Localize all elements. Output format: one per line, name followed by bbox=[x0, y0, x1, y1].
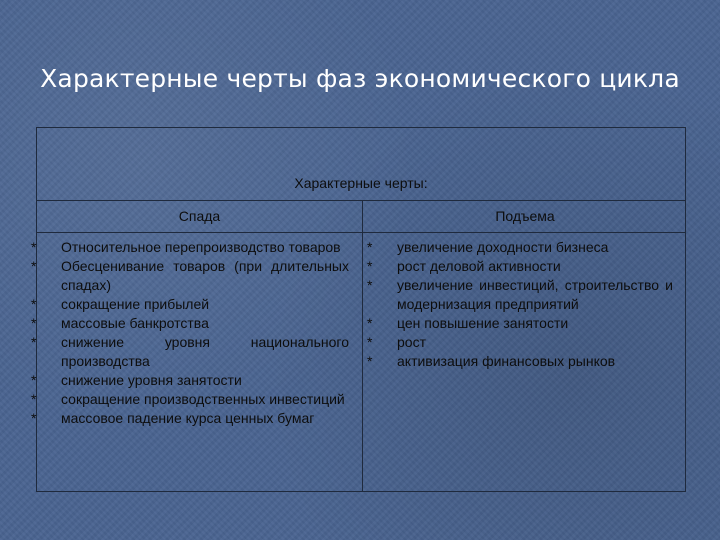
list-item: * сокращение прибылей bbox=[31, 296, 210, 312]
characteristics-table bbox=[31, 127, 686, 492]
bullet: * bbox=[31, 391, 37, 407]
bullet: * bbox=[367, 315, 373, 331]
list-item: * массовые банкротства bbox=[31, 315, 209, 331]
bullet: * bbox=[31, 334, 37, 350]
table-divider-columns bbox=[37, 232, 685, 233]
table-header: Характерные черты: bbox=[294, 175, 428, 191]
bullet: * bbox=[31, 239, 37, 255]
list-item: * Относительное перепроизводство товаров bbox=[31, 239, 341, 255]
bullet: * bbox=[367, 334, 373, 350]
list-item: * активизация финансовых рынков bbox=[367, 353, 616, 369]
bullet: * bbox=[367, 353, 373, 369]
column-header-decline: Спада bbox=[178, 208, 221, 224]
bullet: * bbox=[31, 258, 37, 274]
list-item: * сокращение производственных инвестиций bbox=[31, 391, 345, 407]
bullet: * bbox=[31, 315, 37, 331]
bullet: * bbox=[367, 277, 373, 293]
growth-list bbox=[367, 238, 673, 371]
bullet: * bbox=[31, 410, 37, 426]
list-item: * цен повышение занятости bbox=[367, 315, 569, 331]
list-item: * Обесценивание товаров (при длительных спадах) bbox=[31, 258, 349, 293]
bullet: * bbox=[31, 372, 37, 388]
list-item: * рост деловой активности bbox=[367, 258, 561, 274]
list-item: * рост bbox=[367, 334, 426, 350]
list-item: * снижение уровня национального производства bbox=[31, 334, 349, 369]
bullet: * bbox=[31, 296, 37, 312]
bullet: * bbox=[367, 239, 373, 255]
table-divider-header bbox=[37, 200, 685, 201]
table-column-divider bbox=[362, 200, 363, 492]
list-item: * массовое падение курса ценных бумаг bbox=[31, 410, 315, 426]
bullet: * bbox=[367, 258, 373, 274]
decline-list bbox=[31, 238, 349, 428]
list-item: * снижение уровня занятости bbox=[31, 372, 242, 388]
list-item: * увеличение доходности бизнеса bbox=[367, 239, 609, 255]
list-item: * увеличение инвестиций, строительство и модернизация предприятий bbox=[367, 277, 673, 312]
column-header-growth: Подъема bbox=[495, 208, 555, 224]
slide-title: Характерные черты фаз экономического цикла bbox=[40, 64, 680, 93]
